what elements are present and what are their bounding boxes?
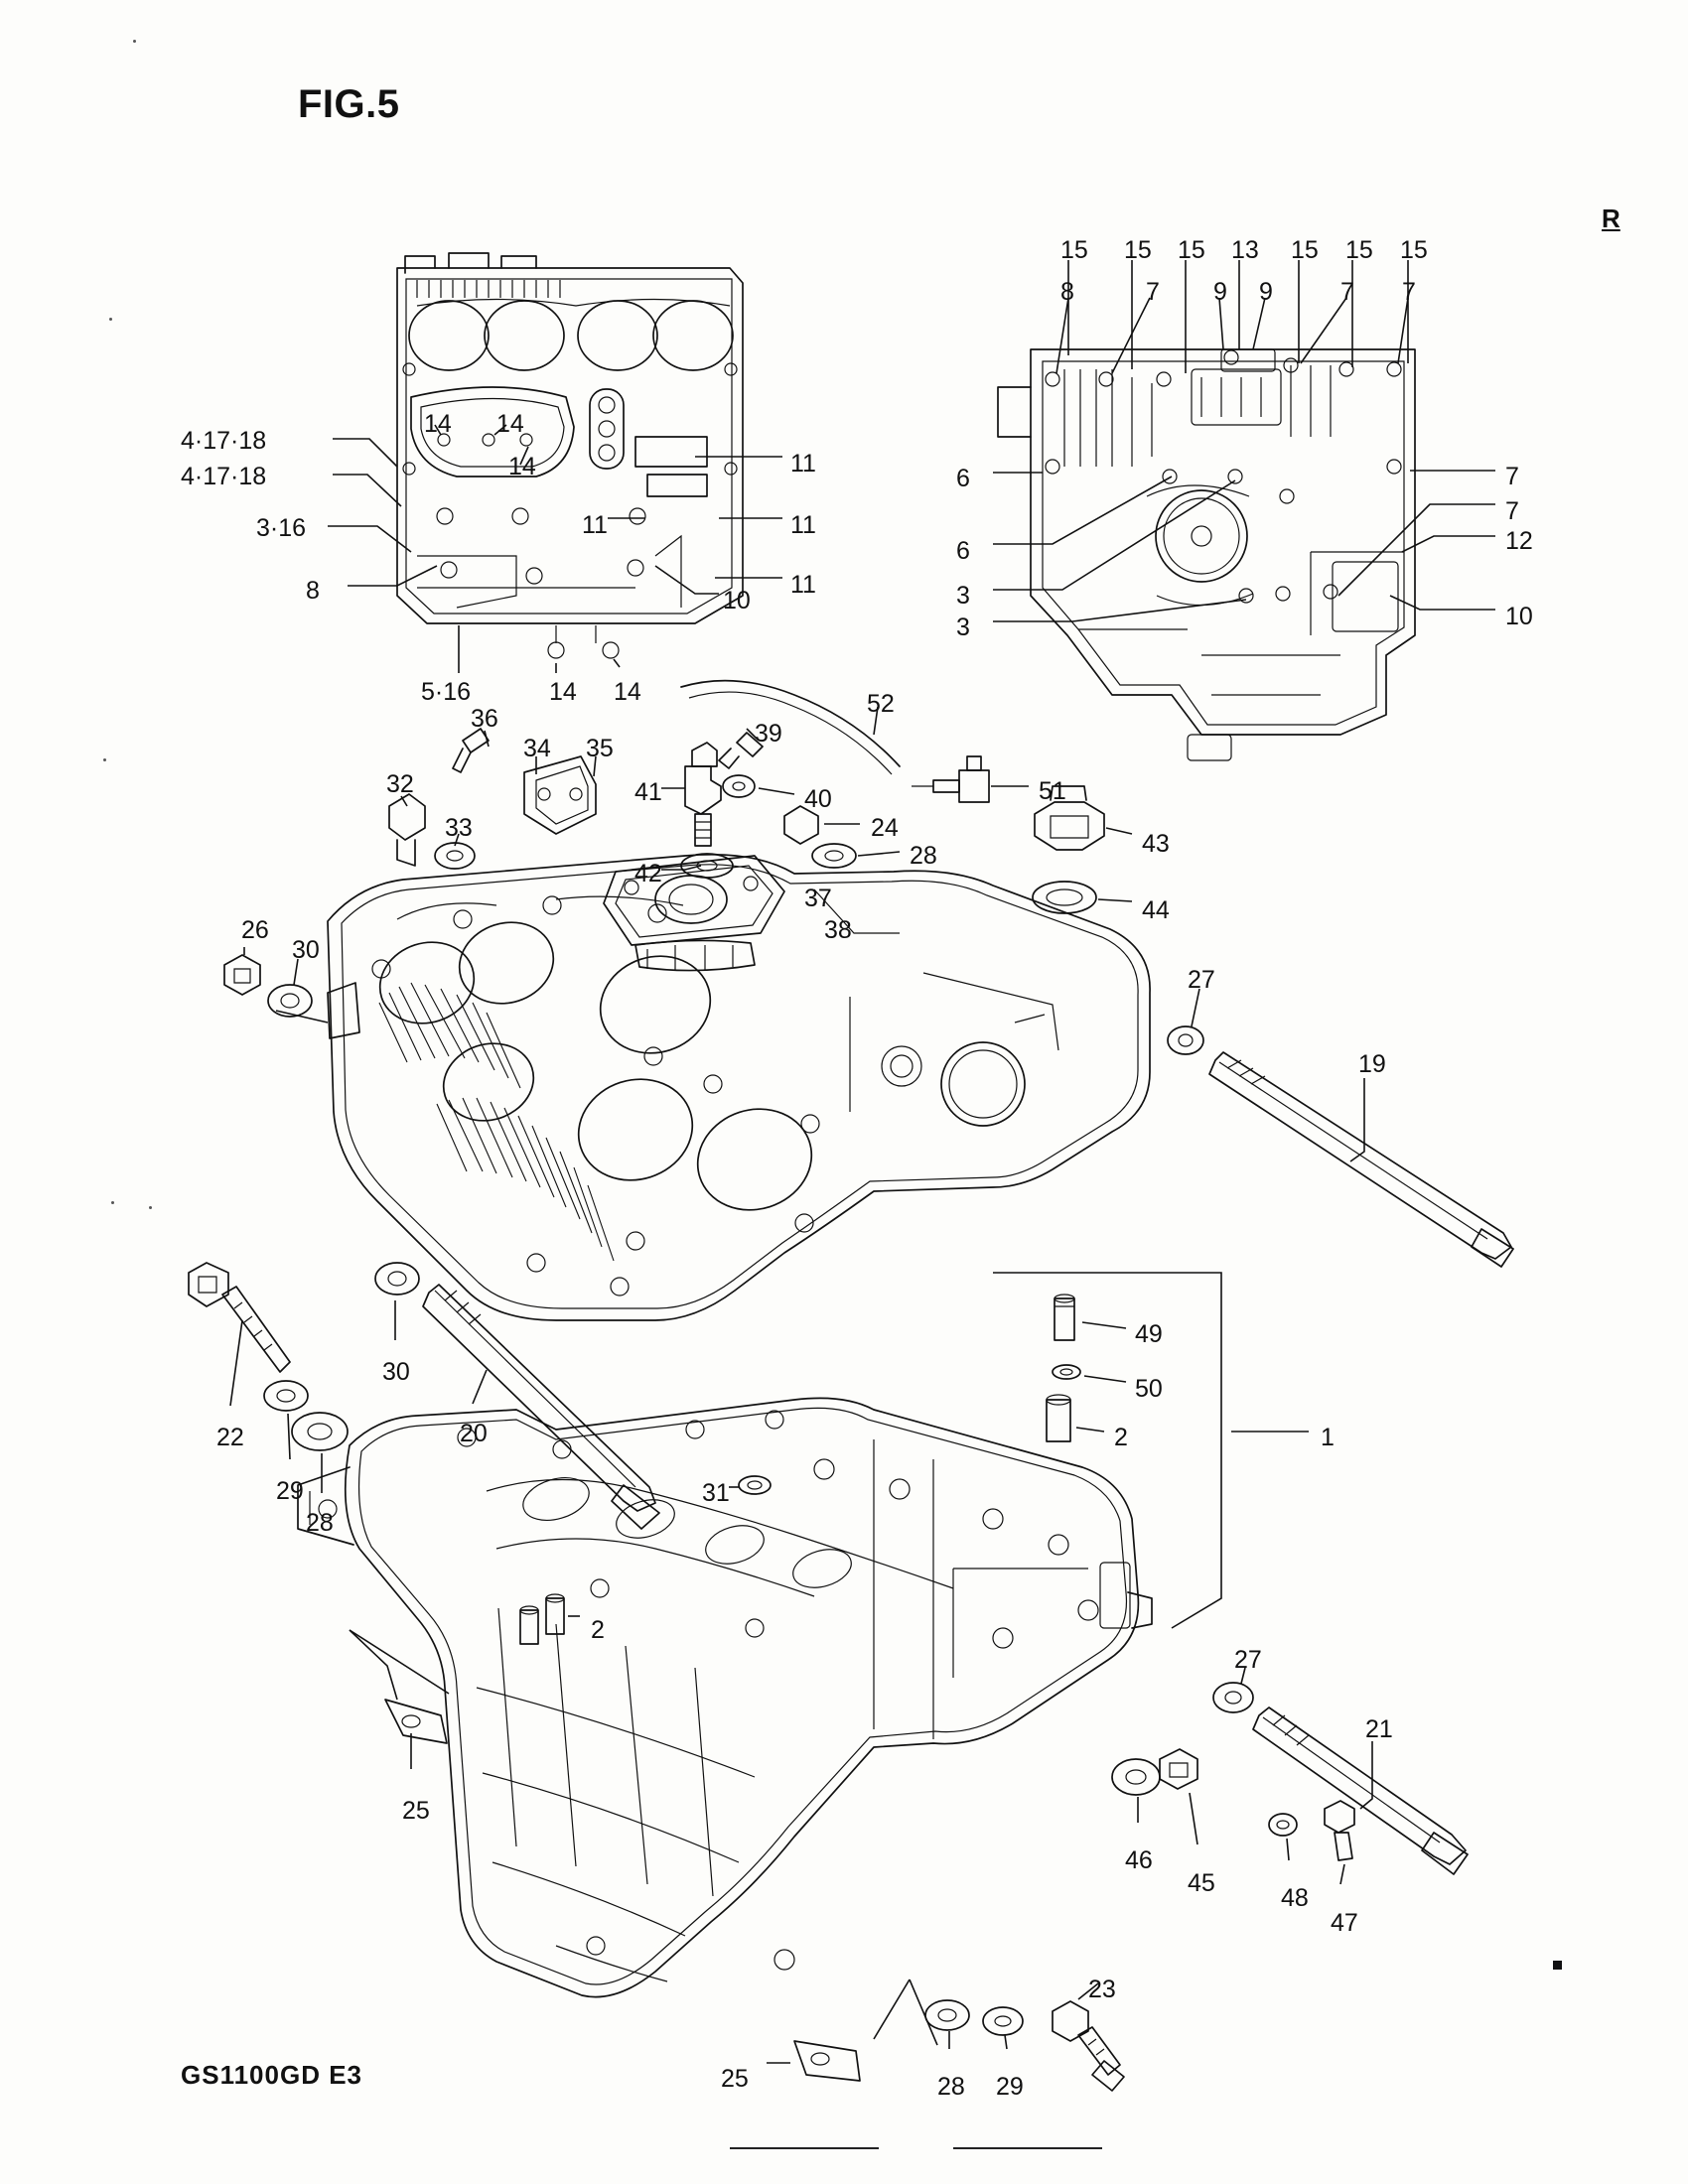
callout-9: 9 — [1259, 278, 1273, 306]
lower-right-hardware — [1112, 1683, 1468, 1874]
figure-title: FIG.5 — [298, 82, 400, 126]
callout-13: 13 — [1231, 236, 1259, 264]
callout-48: 48 — [1281, 1884, 1309, 1912]
nut-washer-left — [224, 955, 312, 1017]
callout-30: 30 — [292, 936, 320, 964]
callout-31: 31 — [702, 1479, 730, 1507]
callout-15: 15 — [1060, 236, 1088, 264]
callout-6: 6 — [956, 465, 970, 492]
callout-30: 30 — [382, 1358, 410, 1386]
callout-36: 36 — [471, 705, 498, 733]
callout-45: 45 — [1188, 1869, 1215, 1897]
callout-1: 1 — [1321, 1424, 1335, 1451]
callout-7: 7 — [1402, 278, 1416, 306]
callout-47: 47 — [1331, 1909, 1358, 1937]
page-mark — [1553, 1961, 1562, 1970]
callout-27: 27 — [1188, 966, 1215, 994]
footer-rule-left — [730, 2147, 879, 2149]
callout-46: 46 — [1125, 1846, 1153, 1874]
callout-28: 28 — [937, 2073, 965, 2101]
footer-rule-right — [953, 2147, 1102, 2149]
callout-22: 22 — [216, 1424, 244, 1451]
callout-8: 8 — [306, 577, 320, 605]
callout-12: 12 — [1505, 527, 1533, 555]
callout-28: 28 — [910, 842, 937, 870]
callout-14: 14 — [496, 410, 524, 438]
callout-10: 10 — [1505, 603, 1533, 630]
callout-14: 14 — [614, 678, 641, 706]
baffle-25-left — [350, 1630, 449, 1769]
stud-19-assembly — [1168, 1026, 1513, 1267]
callout-34: 34 — [523, 735, 551, 762]
page-speck — [109, 318, 112, 321]
callout-26: 26 — [241, 916, 269, 944]
callout-43: 43 — [1142, 830, 1170, 858]
callout-41: 41 — [634, 778, 662, 806]
upper-crankcase-top-view — [397, 253, 743, 658]
page-speck — [149, 1206, 152, 1209]
callout-49: 49 — [1135, 1320, 1163, 1348]
baffle-25-bottom — [767, 1979, 937, 2081]
callout-42: 42 — [634, 860, 662, 887]
callout-15: 15 — [1178, 236, 1205, 264]
callout-40: 40 — [804, 785, 832, 813]
callout-51: 51 — [1039, 777, 1066, 805]
crankcase-side-view — [998, 349, 1415, 760]
callout-14: 14 — [549, 678, 577, 706]
callout-25: 25 — [402, 1797, 430, 1825]
callout-11: 11 — [790, 511, 816, 539]
callout-4-17-18: 4·17·18 — [181, 463, 267, 490]
callout-15: 15 — [1291, 236, 1319, 264]
callout-29: 29 — [276, 1477, 304, 1505]
callout-14: 14 — [424, 410, 452, 438]
callout-11: 11 — [582, 511, 608, 539]
callout-3: 3 — [956, 582, 970, 610]
callout-25: 25 — [721, 2065, 749, 2093]
callout-7: 7 — [1146, 278, 1160, 306]
callout-2: 2 — [1114, 1424, 1128, 1451]
upper-crankcase-half — [328, 855, 1150, 1320]
callout-24: 24 — [871, 814, 899, 842]
callout-11: 11 — [790, 571, 816, 599]
callout-6: 6 — [956, 537, 970, 565]
callout-44: 44 — [1142, 896, 1170, 924]
callout-37: 37 — [804, 885, 832, 912]
callout-7: 7 — [1505, 463, 1519, 490]
revision-mark: R — [1602, 204, 1620, 233]
callout-50: 50 — [1135, 1375, 1163, 1403]
callout-27: 27 — [1234, 1646, 1262, 1674]
callout-32: 32 — [386, 770, 414, 798]
page-speck — [111, 1201, 114, 1204]
callout-3-16: 3·16 — [256, 514, 307, 542]
callout-38: 38 — [824, 916, 852, 944]
page-speck — [103, 758, 106, 761]
callout-15: 15 — [1400, 236, 1428, 264]
callout-10: 10 — [723, 587, 751, 614]
callout-15: 15 — [1124, 236, 1152, 264]
callout-19: 19 — [1358, 1050, 1386, 1078]
callout-21: 21 — [1365, 1715, 1393, 1743]
callout-14: 14 — [508, 453, 536, 480]
callout-29: 29 — [996, 2073, 1024, 2101]
stud-20-assembly — [375, 1263, 659, 1529]
callout-3: 3 — [956, 614, 970, 641]
callout-20: 20 — [460, 1420, 488, 1447]
bolt-22-assembly — [189, 1263, 348, 1450]
callout-7: 7 — [1340, 278, 1354, 306]
callout-2: 2 — [591, 1616, 605, 1644]
callout-39: 39 — [755, 720, 782, 748]
callout-35: 35 — [586, 735, 614, 762]
callout-33: 33 — [445, 814, 473, 842]
callout-4-17-18: 4·17·18 — [181, 427, 267, 455]
callout-9: 9 — [1213, 278, 1227, 306]
callout-52: 52 — [867, 690, 895, 718]
callout-28: 28 — [306, 1509, 334, 1537]
callout-5-16: 5·16 — [421, 678, 472, 706]
page-speck — [133, 40, 136, 43]
callout-11: 11 — [790, 450, 816, 478]
callout-23: 23 — [1088, 1976, 1116, 2003]
model-code-label: GS1100GD E3 — [181, 2060, 362, 2090]
callout-7: 7 — [1505, 497, 1519, 525]
callout-8: 8 — [1060, 278, 1074, 306]
callout-15: 15 — [1345, 236, 1373, 264]
